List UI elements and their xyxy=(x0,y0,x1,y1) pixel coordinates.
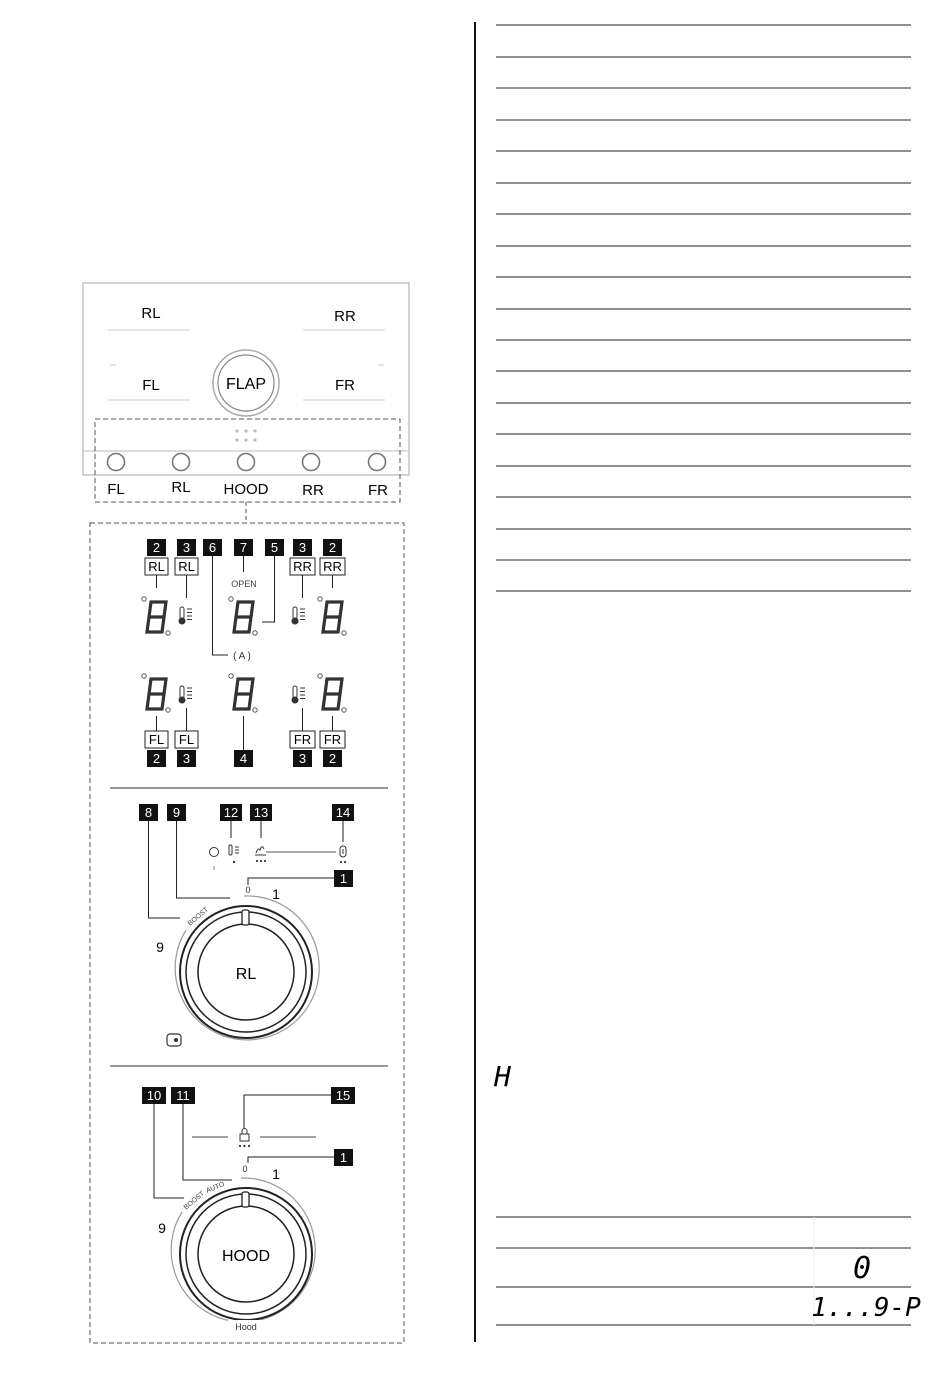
knob-label-fl: FL xyxy=(107,481,125,498)
callout-number: 11 xyxy=(176,1088,190,1103)
auto-indicator: ( A ) xyxy=(233,651,251,662)
thermometer-icon xyxy=(292,686,305,703)
zone-label-rl: RL xyxy=(141,305,161,322)
callout-number: 4 xyxy=(239,751,248,766)
knob-label-rl: RL xyxy=(171,479,191,496)
knob-pointer xyxy=(242,1192,249,1207)
zone-tag-text: RL xyxy=(178,559,195,574)
scale-max: 1 xyxy=(272,886,280,902)
hood-knob-section xyxy=(142,1087,355,1332)
callout-number: 2 xyxy=(152,751,161,766)
cooktop-overview xyxy=(83,283,409,523)
callout-number: 3 xyxy=(298,540,307,555)
callout-number: 12 xyxy=(223,805,239,820)
thermometer-small-icon xyxy=(229,845,239,855)
detail-panel xyxy=(90,523,404,1343)
mini-knob-rr[interactable] xyxy=(303,454,320,471)
zone-tag-text: FL xyxy=(148,732,165,747)
scale-min: 9 xyxy=(158,1220,166,1236)
boost-label: BOOST xyxy=(186,906,211,928)
zone-tag-text: FR xyxy=(293,732,312,747)
seven-segment-digit xyxy=(142,597,170,635)
hood-ring-label: Hood xyxy=(235,1322,257,1332)
callout-number: 15 xyxy=(335,1088,351,1103)
table-value-zero: 0 xyxy=(852,1251,872,1286)
callout-number: 2 xyxy=(328,540,337,555)
knob-label-rr: RR xyxy=(302,482,324,499)
flap-label: FLAP xyxy=(225,376,267,393)
callout-number: 8 xyxy=(144,805,153,820)
mini-knob-fl[interactable] xyxy=(108,454,125,471)
seven-segment-digit xyxy=(318,674,346,712)
knob-label-fr: FR xyxy=(368,482,388,499)
callout-number: 3 xyxy=(182,540,191,555)
callout-number: 14 xyxy=(335,805,351,820)
ruled-lines xyxy=(496,25,911,591)
callout-number: 1 xyxy=(339,1150,348,1165)
zero-mark: 0 xyxy=(245,885,251,895)
zone-tag-text: FL xyxy=(178,732,195,747)
zero-mark: 0 xyxy=(242,1164,248,1174)
mini-knob-fr[interactable] xyxy=(369,454,386,471)
callout-number: 3 xyxy=(182,751,191,766)
zone-label-rr: RR xyxy=(334,308,356,325)
zone-tag-text: RL xyxy=(148,559,165,574)
display-callouts-top xyxy=(145,539,345,655)
seven-segment-digit xyxy=(229,597,257,635)
callout-number: 5 xyxy=(270,540,279,555)
callout-number: 2 xyxy=(328,751,337,766)
callout-number: 10 xyxy=(146,1088,162,1103)
auto-label: AUTO xyxy=(205,1181,226,1195)
callout-number: 7 xyxy=(239,540,248,555)
zone-label-fl: FL xyxy=(142,377,160,394)
mini-knob-hood[interactable] xyxy=(238,454,255,471)
pause-icon xyxy=(340,846,346,857)
display-callouts-bottom xyxy=(145,708,345,767)
thermometer-icon xyxy=(179,686,192,703)
seven-segment-digit xyxy=(142,674,170,712)
lock-icon xyxy=(240,1129,249,1142)
callout-number: 3 xyxy=(298,751,307,766)
mini-knobs xyxy=(108,454,386,471)
callout-number: 2 xyxy=(152,540,161,555)
knob-label: RL xyxy=(235,966,257,983)
open-label: OPEN xyxy=(231,579,257,589)
scale-min: 9 xyxy=(156,939,164,955)
zone-tag-text: RR xyxy=(323,559,342,574)
symbol-h: H xyxy=(494,1060,511,1093)
knob-label-hood: HOOD xyxy=(223,481,269,498)
timer-icon xyxy=(210,848,219,857)
zone-knob-section xyxy=(139,804,354,1046)
callout-number: 6 xyxy=(208,540,217,555)
thermometer-icon xyxy=(292,607,305,624)
callout-number: 13 xyxy=(253,805,269,820)
scale-max: 1 xyxy=(272,1166,280,1182)
table-value-range: 1...9-P xyxy=(811,1293,921,1323)
knob-pointer xyxy=(242,910,249,925)
auto-heat-icon xyxy=(255,847,266,855)
mini-knob-rl[interactable] xyxy=(173,454,190,471)
seven-segment-digit xyxy=(229,674,257,712)
knob-label: HOOD xyxy=(222,1248,270,1265)
seven-segment-digit xyxy=(318,597,346,635)
thermometer-icon xyxy=(179,607,192,624)
zone-tag-text: FR xyxy=(323,732,342,747)
zone-tag-text: RR xyxy=(293,559,312,574)
zone-label-fr: FR xyxy=(335,377,355,394)
callout-number: 1 xyxy=(339,871,348,886)
callout-number: 9 xyxy=(172,805,181,820)
boost-label: BOOST xyxy=(182,1190,207,1212)
value-table xyxy=(496,1217,921,1325)
